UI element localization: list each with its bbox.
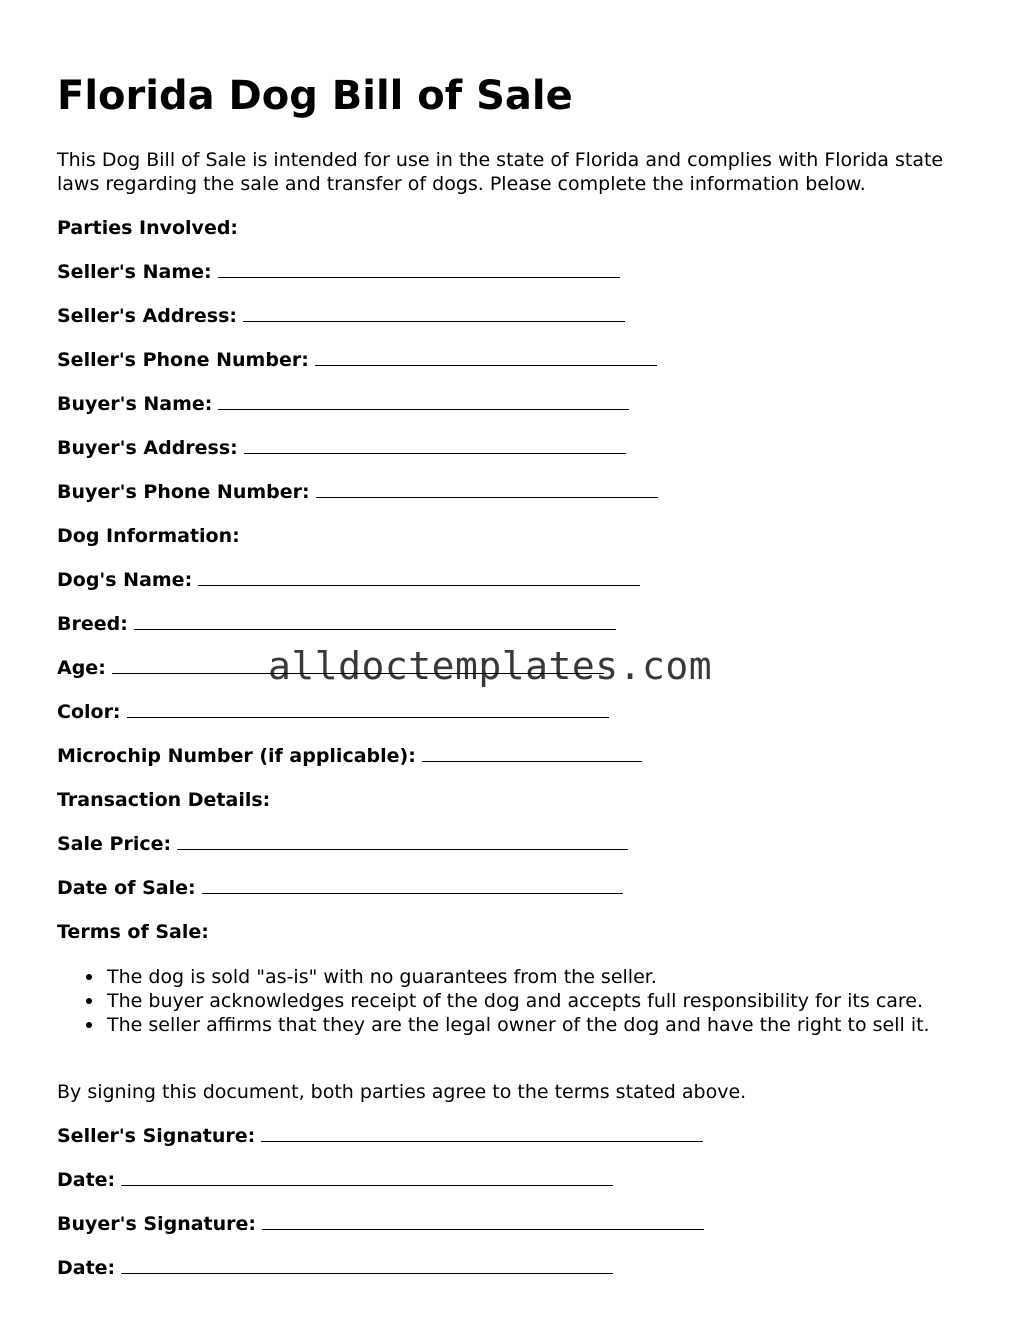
color-field [57,700,609,724]
color-label: Color: [57,701,121,723]
buyer-address-label: Buyer's Address: [57,437,238,459]
seller-signature-label: Seller's Signature: [57,1125,256,1147]
seller-name-blank[interactable] [218,276,620,278]
buyer-address-field [57,436,626,460]
buyer-phone-label: Buyer's Phone Number: [57,481,310,503]
section-transaction-heading: Transaction Details: [57,789,271,811]
buyer-date-field [57,1256,613,1280]
age-blank[interactable] [112,672,604,674]
section-dog-heading: Dog Information: [57,525,240,547]
seller-date-field [57,1168,613,1192]
section-parties [57,216,238,240]
closing-statement: By signing this document, both parties agree to the terms stated above. [57,1081,747,1103]
dog-name-field [57,568,640,592]
buyer-signature-label: Buyer's Signature: [57,1213,256,1235]
seller-signature-field [57,1124,703,1148]
seller-signature-blank[interactable] [261,1140,703,1142]
seller-phone-blank[interactable] [315,364,657,366]
date-of-sale-label: Date of Sale: [57,877,196,899]
document-title: Florida Dog Bill of Sale [57,73,573,119]
terms-item: The dog is sold "as-is" with no guarantees from the seller. [107,965,977,989]
watermark-text: alldoctemplates.com [268,644,713,688]
buyer-name-label: Buyer's Name: [57,393,213,415]
seller-date-label: Date: [57,1169,116,1191]
age-label: Age: [57,657,106,679]
seller-address-blank[interactable] [243,320,625,322]
buyer-date-blank[interactable] [121,1272,613,1274]
buyer-signature-blank[interactable] [262,1228,704,1230]
seller-name-field [57,260,620,284]
seller-phone-field [57,348,657,372]
dog-name-label: Dog's Name: [57,569,193,591]
terms-list [57,965,977,1037]
breed-blank[interactable] [134,628,616,630]
intro-paragraph: This Dog Bill of Sale is intended for use in the state of Florida and complies with Florida state laws regarding the sale and transfer of dogs. Please complete the information below. [57,149,944,195]
seller-address-field [57,304,625,328]
sale-price-label: Sale Price: [57,833,172,855]
seller-date-blank[interactable] [121,1184,613,1186]
terms-item: The seller affirms that they are the legal owner of the dog and have the right to sell it. [107,1013,977,1037]
terms-item: The buyer acknowledges receipt of the dog and accepts full responsibility for its care. [107,989,977,1013]
seller-address-label: Seller's Address: [57,305,237,327]
date-of-sale-blank[interactable] [202,892,623,894]
buyer-phone-field [57,480,658,504]
sale-price-field [57,832,628,856]
buyer-signature-field [57,1212,704,1236]
section-parties-heading: Parties Involved: [57,217,239,239]
breed-field [57,612,616,636]
buyer-name-blank[interactable] [218,408,629,410]
microchip-blank[interactable] [422,760,642,762]
buyer-name-field [57,392,629,416]
breed-label: Breed: [57,613,128,635]
microchip-field [57,744,642,768]
seller-name-label: Seller's Name: [57,261,212,283]
section-terms-heading: Terms of Sale: [57,921,209,943]
section-transaction [57,788,270,812]
date-of-sale-field [57,876,623,900]
section-terms [57,920,209,944]
buyer-address-blank[interactable] [244,452,626,454]
sale-price-blank[interactable] [177,848,628,850]
section-dog [57,524,240,548]
color-blank[interactable] [127,716,609,718]
buyer-date-label: Date: [57,1257,116,1279]
dog-name-blank[interactable] [198,584,640,586]
seller-phone-label: Seller's Phone Number: [57,349,309,371]
buyer-phone-blank[interactable] [316,496,658,498]
microchip-label: Microchip Number (if applicable): [57,745,416,767]
age-field [57,656,604,680]
